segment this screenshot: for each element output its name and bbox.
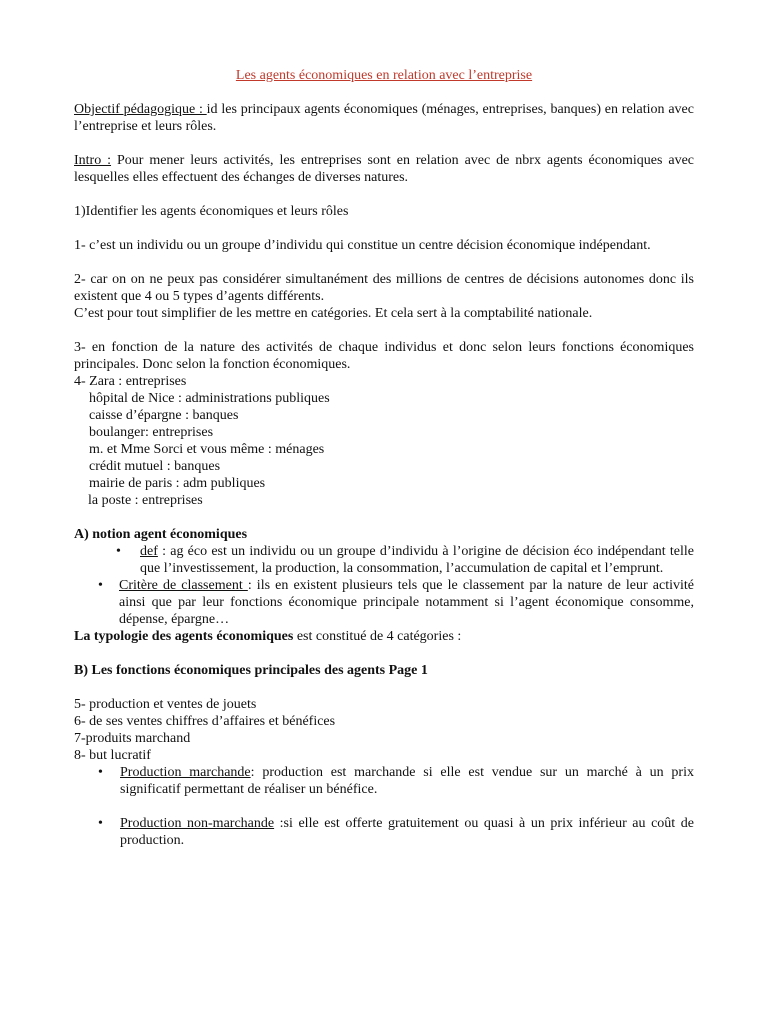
answer-2a: 2- car on on ne peux pas considérer simultanément des millions de centres de décisions autonomes donc ils existent que 4 ou 5 types d’agents différents.: [74, 272, 694, 304]
list-item: crédit mutuel : banques: [89, 459, 221, 474]
list-item: 7-produits marchand: [74, 731, 191, 746]
list-item: la poste : entreprises: [88, 493, 203, 508]
intro-label: Intro :: [74, 153, 112, 168]
def-bullet-list: [74, 543, 694, 577]
def-label: def: [140, 544, 158, 559]
intro-text: Pour mener leurs activités, les entreprises sont en relation avec de nbrx agents économiques avec lesquelles elles effectuent des échanges de diverses natures.: [74, 153, 694, 185]
critere-label: Critère de classement: [119, 578, 248, 593]
objectif-text: id les principaux agents économiques (ménages, entreprises, banques) en relation avec l’entreprise et leurs rôles.: [74, 102, 694, 134]
prod-marchande-label: Production marchande: [120, 765, 251, 780]
answers-5-8-list: [74, 696, 694, 764]
prod-non-marchande-text: :si elle est offerte gratuitement ou quasi à un prix inférieur au coût de production.: [120, 816, 694, 848]
list-item: mairie de paris : adm publiques: [89, 476, 266, 491]
bullet-icon: •: [116, 544, 121, 559]
production-bullet-list: [74, 764, 694, 849]
def-text: : ag éco est un individu ou un groupe d’individu à l’origine de décision éco indépendant telle que l’investissement, la production, la consommation, l’accumulation de capital et l’emprunt.: [140, 544, 694, 576]
prod-non-marchande-bullet: [74, 815, 694, 849]
bullet-icon: •: [98, 765, 103, 780]
typologie-text: est constitué de 4 catégories :: [293, 629, 462, 644]
list-item: 6- de ses ventes chiffres d’affaires et bénéfices: [74, 714, 336, 729]
def-bullet: [74, 543, 694, 577]
answer-3: 3- en fonction de la nature des activités de chaque individus et donc selon leurs fonctions économiques principales. Donc selon la fonction économiques.: [74, 340, 694, 372]
critere-text: : ils en existent plusieurs tels que le classement par la nature de leur activité ainsi que par leur fonctions économique principale notamment si l’agent économique consomme, dépense, épargne…: [119, 578, 694, 627]
answer-1: 1- c’est un individu ou un groupe d’individu qui constitue un centre décision économique indépendant.: [74, 238, 651, 253]
list-item: 8- but lucratif: [74, 748, 151, 763]
objectif-paragraph: [74, 101, 694, 135]
objectif-label: Objectif pédagogique :: [74, 102, 207, 117]
list-item: caisse d’épargne : banques: [89, 408, 239, 423]
critere-bullet: [74, 577, 694, 628]
typologie-paragraph: [74, 628, 694, 645]
document-body: [74, 67, 694, 849]
section-a-heading: A) notion agent économiques: [74, 527, 248, 542]
section-b-heading: B) Les fonctions économiques principales des agents Page 1: [74, 663, 428, 678]
list-item: m. et Mme Sorci et vous même : ménages: [89, 442, 325, 457]
document-title: Les agents économiques en relation avec l’entreprise: [235, 68, 533, 83]
list-item: hôpital de Nice : administrations publiques: [89, 391, 330, 406]
bullet-icon: •: [98, 816, 103, 831]
section-1-heading: 1)Identifier les agents économiques et leurs rôles: [74, 204, 349, 219]
typologie-bold: La typologie des agents économiques: [74, 629, 294, 644]
prod-marchande-text: : production est marchande si elle est vendue sur un marché à un prix significatif permettant de réaliser un bénéfice.: [120, 765, 694, 797]
prod-non-marchande-label: Production non-marchande: [120, 816, 275, 831]
prod-marchande-bullet: [74, 764, 694, 798]
answer-2b: C’est pour tout simplifier de les mettre en catégories. Et cela sert à la comptabilité nationale.: [74, 306, 593, 321]
critere-bullet-list: [74, 577, 694, 628]
list-item: boulanger: entreprises: [89, 425, 214, 440]
bullet-icon: •: [98, 578, 103, 593]
list-item: 5- production et ventes de jouets: [74, 697, 257, 712]
answer-4-list: [74, 373, 694, 509]
list-item: 4- Zara : entreprises: [74, 374, 187, 389]
intro-paragraph: [74, 152, 694, 186]
